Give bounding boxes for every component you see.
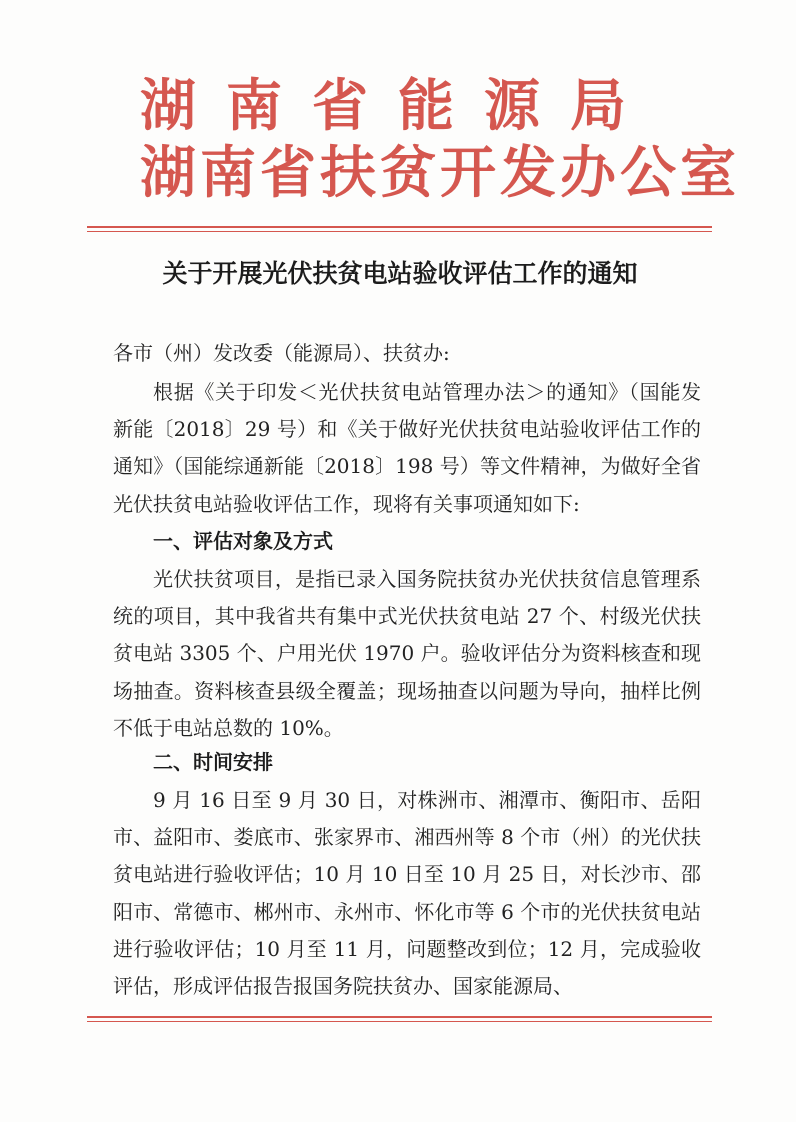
section-heading-1: 一、评估对象及方式 (153, 529, 333, 553)
salutation: 各市（州）发改委（能源局）、扶贫办: (113, 341, 450, 365)
document-title: 关于开展光伏扶贫电站验收评估工作的通知 (162, 259, 638, 288)
section-heading-2: 二、时间安排 (153, 750, 273, 774)
letterhead-divider (87, 226, 712, 232)
paragraph-intro: 根据《关于印发＜光伏扶贫电站管理办法＞的通知》（国能发新能〔2018〕29 号）和《关于做好光伏扶贫电站验收评估工作的通知》（国能综通新能〔2018〕198 号）等文件精神，为做好全省光伏扶贫电站验收评估工作，现将有关事项通知如下: (113, 380, 701, 516)
issuer-name-poverty-office: 湖南省扶贫开发办公室 (140, 141, 740, 206)
paragraph-evaluation-scope: 光伏扶贫项目，是指已录入国务院扶贫办光伏扶贫信息管理系统的项目，其中我省共有集中式光伏扶贫电站 27 个、村级光伏扶贫电站 3305 个、户用光伏 1970 户。验收评估分为资料核查和现场抽查。资料核查县级全覆盖；现场抽查以问题为导向，抽样比例不低于电站总数的 10%。 (113, 567, 701, 740)
paragraph-schedule: 9 月 16 日至 9 月 30 日，对株洲市、湘潭市、衡阳市、岳阳市、益阳市、娄底市、张家界市、湘西州等 8 个市（州）的光伏扶贫电站进行验收评估；10 月 10 日至 10 月 25 日，对长沙市、邵阳市、常德市、郴州市、永州市、怀化市等 6 个市的光伏扶贫电站进行验收评估；10 月至 11 月，问题整改到位；12 月，完成验收评估，形成评估报告报国务院扶贫办、国家能源局、 (113, 788, 701, 999)
issuer-name-energy-bureau: 湖南省能源局 (140, 74, 656, 139)
footer-divider (87, 1016, 712, 1022)
